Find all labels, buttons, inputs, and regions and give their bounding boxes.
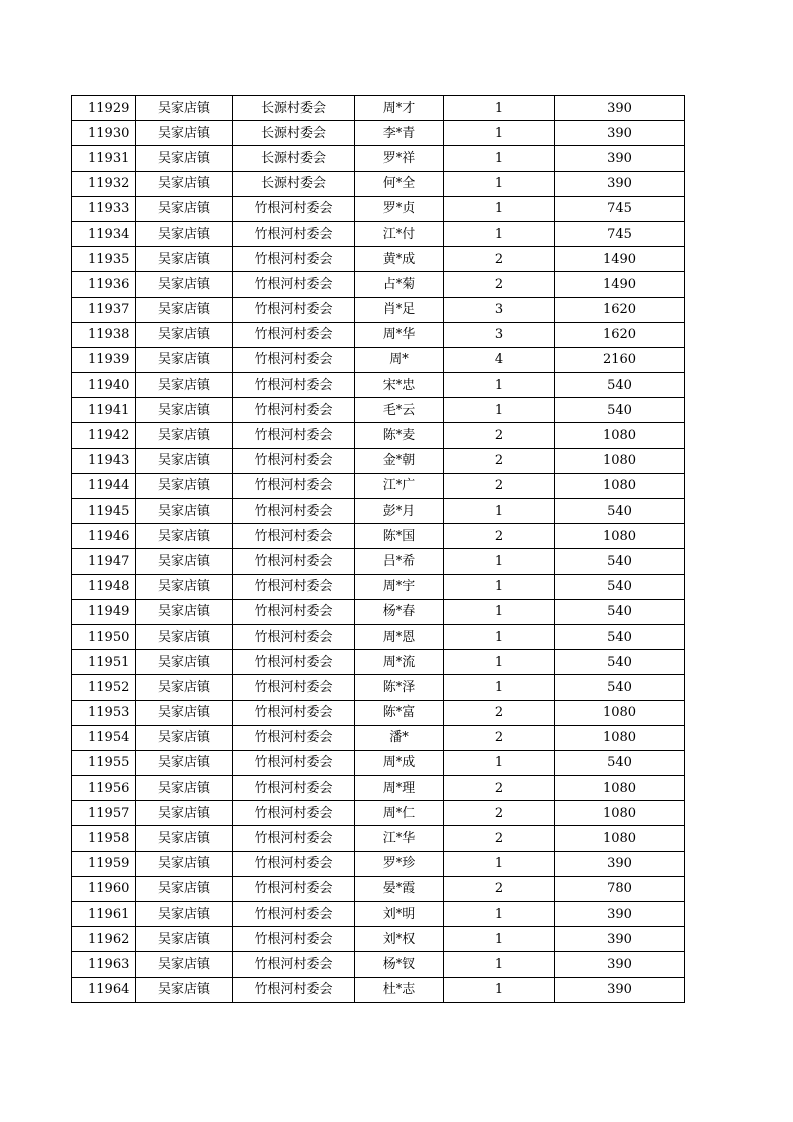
town-cell: 吴家店镇 xyxy=(136,297,233,322)
person-name-cell: 占*菊 xyxy=(355,272,444,297)
town-cell: 吴家店镇 xyxy=(136,121,233,146)
person-name-cell: 周*华 xyxy=(355,322,444,347)
village-committee-cell: 竹根河村委会 xyxy=(233,851,355,876)
household-size-cell: 2 xyxy=(444,247,555,272)
amount-cell: 2160 xyxy=(555,347,685,372)
record-id-cell: 11964 xyxy=(72,977,136,1002)
amount-cell: 780 xyxy=(555,876,685,901)
amount-cell: 1080 xyxy=(555,776,685,801)
person-name-cell: 杨*钗 xyxy=(355,952,444,977)
record-id-cell: 11962 xyxy=(72,927,136,952)
record-id-cell: 11959 xyxy=(72,851,136,876)
record-id-cell: 11960 xyxy=(72,876,136,901)
person-name-cell: 周*理 xyxy=(355,776,444,801)
amount-cell: 540 xyxy=(555,373,685,398)
amount-cell: 540 xyxy=(555,624,685,649)
record-id-cell: 11946 xyxy=(72,524,136,549)
amount-cell: 540 xyxy=(555,750,685,775)
household-size-cell: 1 xyxy=(444,952,555,977)
table-row xyxy=(72,272,685,297)
amount-cell: 1080 xyxy=(555,448,685,473)
household-size-cell: 1 xyxy=(444,851,555,876)
village-committee-cell: 竹根河村委会 xyxy=(233,700,355,725)
record-id-cell: 11950 xyxy=(72,624,136,649)
amount-cell: 1080 xyxy=(555,700,685,725)
household-size-cell: 1 xyxy=(444,499,555,524)
household-size-cell: 2 xyxy=(444,700,555,725)
village-committee-cell: 竹根河村委会 xyxy=(233,196,355,221)
record-id-cell: 11953 xyxy=(72,700,136,725)
table-row xyxy=(72,977,685,1002)
town-cell: 吴家店镇 xyxy=(136,373,233,398)
household-size-cell: 1 xyxy=(444,624,555,649)
amount-cell: 540 xyxy=(555,675,685,700)
person-name-cell: 金*朝 xyxy=(355,448,444,473)
amount-cell: 390 xyxy=(555,146,685,171)
record-id-cell: 11948 xyxy=(72,574,136,599)
table-row xyxy=(72,373,685,398)
village-committee-cell: 竹根河村委会 xyxy=(233,650,355,675)
household-size-cell: 1 xyxy=(444,599,555,624)
roster-table-body xyxy=(72,96,685,1003)
household-size-cell: 2 xyxy=(444,524,555,549)
town-cell: 吴家店镇 xyxy=(136,221,233,246)
town-cell: 吴家店镇 xyxy=(136,599,233,624)
village-committee-cell: 竹根河村委会 xyxy=(233,549,355,574)
town-cell: 吴家店镇 xyxy=(136,247,233,272)
household-size-cell: 1 xyxy=(444,549,555,574)
table-row xyxy=(72,675,685,700)
person-name-cell: 陈*富 xyxy=(355,700,444,725)
person-name-cell: 罗*珍 xyxy=(355,851,444,876)
village-committee-cell: 竹根河村委会 xyxy=(233,675,355,700)
person-name-cell: 李*青 xyxy=(355,121,444,146)
table-row xyxy=(72,851,685,876)
village-committee-cell: 竹根河村委会 xyxy=(233,448,355,473)
record-id-cell: 11936 xyxy=(72,272,136,297)
amount-cell: 540 xyxy=(555,574,685,599)
record-id-cell: 11952 xyxy=(72,675,136,700)
village-committee-cell: 长源村委会 xyxy=(233,96,355,121)
amount-cell: 1620 xyxy=(555,322,685,347)
person-name-cell: 周*成 xyxy=(355,750,444,775)
village-committee-cell: 竹根河村委会 xyxy=(233,398,355,423)
town-cell: 吴家店镇 xyxy=(136,524,233,549)
person-name-cell: 潘* xyxy=(355,725,444,750)
town-cell: 吴家店镇 xyxy=(136,196,233,221)
household-size-cell: 2 xyxy=(444,776,555,801)
household-size-cell: 3 xyxy=(444,322,555,347)
record-id-cell: 11931 xyxy=(72,146,136,171)
amount-cell: 1080 xyxy=(555,524,685,549)
record-id-cell: 11955 xyxy=(72,750,136,775)
household-size-cell: 2 xyxy=(444,876,555,901)
town-cell: 吴家店镇 xyxy=(136,423,233,448)
person-name-cell: 黄*成 xyxy=(355,247,444,272)
amount-cell: 1080 xyxy=(555,473,685,498)
person-name-cell: 彭*月 xyxy=(355,499,444,524)
person-name-cell: 罗*贞 xyxy=(355,196,444,221)
person-name-cell: 周*仁 xyxy=(355,801,444,826)
village-committee-cell: 竹根河村委会 xyxy=(233,927,355,952)
village-committee-cell: 长源村委会 xyxy=(233,146,355,171)
household-size-cell: 1 xyxy=(444,171,555,196)
amount-cell: 540 xyxy=(555,398,685,423)
town-cell: 吴家店镇 xyxy=(136,700,233,725)
village-committee-cell: 竹根河村委会 xyxy=(233,524,355,549)
amount-cell: 745 xyxy=(555,196,685,221)
household-size-cell: 1 xyxy=(444,902,555,927)
table-row xyxy=(72,146,685,171)
record-id-cell: 11944 xyxy=(72,473,136,498)
table-row xyxy=(72,826,685,851)
household-size-cell: 1 xyxy=(444,121,555,146)
household-size-cell: 4 xyxy=(444,347,555,372)
household-size-cell: 2 xyxy=(444,272,555,297)
village-committee-cell: 竹根河村委会 xyxy=(233,725,355,750)
table-row xyxy=(72,322,685,347)
town-cell: 吴家店镇 xyxy=(136,171,233,196)
household-size-cell: 1 xyxy=(444,927,555,952)
town-cell: 吴家店镇 xyxy=(136,398,233,423)
person-name-cell: 周*恩 xyxy=(355,624,444,649)
village-committee-cell: 竹根河村委会 xyxy=(233,423,355,448)
amount-cell: 540 xyxy=(555,599,685,624)
table-row xyxy=(72,171,685,196)
table-row xyxy=(72,196,685,221)
town-cell: 吴家店镇 xyxy=(136,650,233,675)
record-id-cell: 11961 xyxy=(72,902,136,927)
amount-cell: 390 xyxy=(555,927,685,952)
table-row xyxy=(72,448,685,473)
record-id-cell: 11951 xyxy=(72,650,136,675)
amount-cell: 540 xyxy=(555,499,685,524)
town-cell: 吴家店镇 xyxy=(136,927,233,952)
household-size-cell: 3 xyxy=(444,297,555,322)
person-name-cell: 宋*忠 xyxy=(355,373,444,398)
town-cell: 吴家店镇 xyxy=(136,675,233,700)
amount-cell: 540 xyxy=(555,650,685,675)
record-id-cell: 11934 xyxy=(72,221,136,246)
person-name-cell: 杨*春 xyxy=(355,599,444,624)
amount-cell: 390 xyxy=(555,96,685,121)
person-name-cell: 周*才 xyxy=(355,96,444,121)
town-cell: 吴家店镇 xyxy=(136,272,233,297)
village-committee-cell: 竹根河村委会 xyxy=(233,977,355,1002)
town-cell: 吴家店镇 xyxy=(136,952,233,977)
town-cell: 吴家店镇 xyxy=(136,725,233,750)
record-id-cell: 11932 xyxy=(72,171,136,196)
village-committee-cell: 竹根河村委会 xyxy=(233,750,355,775)
table-row xyxy=(72,776,685,801)
record-id-cell: 11933 xyxy=(72,196,136,221)
household-size-cell: 2 xyxy=(444,801,555,826)
table-row xyxy=(72,221,685,246)
record-id-cell: 11929 xyxy=(72,96,136,121)
village-committee-cell: 竹根河村委会 xyxy=(233,776,355,801)
record-id-cell: 11937 xyxy=(72,297,136,322)
person-name-cell: 周* xyxy=(355,347,444,372)
town-cell: 吴家店镇 xyxy=(136,977,233,1002)
amount-cell: 1490 xyxy=(555,272,685,297)
roster-table xyxy=(71,95,685,1003)
household-size-cell: 1 xyxy=(444,146,555,171)
record-id-cell: 11949 xyxy=(72,599,136,624)
amount-cell: 1490 xyxy=(555,247,685,272)
amount-cell: 390 xyxy=(555,977,685,1002)
amount-cell: 1080 xyxy=(555,423,685,448)
town-cell: 吴家店镇 xyxy=(136,448,233,473)
amount-cell: 390 xyxy=(555,902,685,927)
person-name-cell: 陈*国 xyxy=(355,524,444,549)
table-row xyxy=(72,398,685,423)
household-size-cell: 1 xyxy=(444,750,555,775)
village-committee-cell: 长源村委会 xyxy=(233,171,355,196)
table-row xyxy=(72,524,685,549)
household-size-cell: 1 xyxy=(444,96,555,121)
person-name-cell: 江*付 xyxy=(355,221,444,246)
person-name-cell: 毛*云 xyxy=(355,398,444,423)
town-cell: 吴家店镇 xyxy=(136,96,233,121)
village-committee-cell: 竹根河村委会 xyxy=(233,599,355,624)
table-row xyxy=(72,650,685,675)
town-cell: 吴家店镇 xyxy=(136,826,233,851)
record-id-cell: 11939 xyxy=(72,347,136,372)
record-id-cell: 11942 xyxy=(72,423,136,448)
table-row xyxy=(72,96,685,121)
village-committee-cell: 竹根河村委会 xyxy=(233,322,355,347)
household-size-cell: 2 xyxy=(444,473,555,498)
table-row xyxy=(72,574,685,599)
person-name-cell: 周*宇 xyxy=(355,574,444,599)
person-name-cell: 杜*志 xyxy=(355,977,444,1002)
village-committee-cell: 竹根河村委会 xyxy=(233,499,355,524)
amount-cell: 1080 xyxy=(555,725,685,750)
village-committee-cell: 竹根河村委会 xyxy=(233,297,355,322)
village-committee-cell: 竹根河村委会 xyxy=(233,247,355,272)
household-size-cell: 1 xyxy=(444,373,555,398)
record-id-cell: 11940 xyxy=(72,373,136,398)
household-size-cell: 1 xyxy=(444,675,555,700)
table-row xyxy=(72,750,685,775)
town-cell: 吴家店镇 xyxy=(136,876,233,901)
record-id-cell: 11945 xyxy=(72,499,136,524)
table-row xyxy=(72,624,685,649)
table-row xyxy=(72,725,685,750)
household-size-cell: 1 xyxy=(444,650,555,675)
village-committee-cell: 竹根河村委会 xyxy=(233,473,355,498)
town-cell: 吴家店镇 xyxy=(136,776,233,801)
household-size-cell: 1 xyxy=(444,221,555,246)
household-size-cell: 2 xyxy=(444,826,555,851)
amount-cell: 1080 xyxy=(555,801,685,826)
person-name-cell: 江*广 xyxy=(355,473,444,498)
village-committee-cell: 竹根河村委会 xyxy=(233,574,355,599)
person-name-cell: 肖*足 xyxy=(355,297,444,322)
village-committee-cell: 竹根河村委会 xyxy=(233,826,355,851)
person-name-cell: 陈*麦 xyxy=(355,423,444,448)
person-name-cell: 周*流 xyxy=(355,650,444,675)
table-row xyxy=(72,121,685,146)
village-committee-cell: 竹根河村委会 xyxy=(233,624,355,649)
amount-cell: 390 xyxy=(555,952,685,977)
table-row xyxy=(72,801,685,826)
household-size-cell: 1 xyxy=(444,398,555,423)
town-cell: 吴家店镇 xyxy=(136,801,233,826)
amount-cell: 540 xyxy=(555,549,685,574)
table-row xyxy=(72,247,685,272)
town-cell: 吴家店镇 xyxy=(136,851,233,876)
amount-cell: 390 xyxy=(555,171,685,196)
town-cell: 吴家店镇 xyxy=(136,146,233,171)
table-row xyxy=(72,297,685,322)
record-id-cell: 11938 xyxy=(72,322,136,347)
record-id-cell: 11930 xyxy=(72,121,136,146)
person-name-cell: 晏*霞 xyxy=(355,876,444,901)
record-id-cell: 11943 xyxy=(72,448,136,473)
amount-cell: 390 xyxy=(555,121,685,146)
household-size-cell: 2 xyxy=(444,725,555,750)
person-name-cell: 刘*明 xyxy=(355,902,444,927)
record-id-cell: 11963 xyxy=(72,952,136,977)
amount-cell: 1620 xyxy=(555,297,685,322)
amount-cell: 390 xyxy=(555,851,685,876)
town-cell: 吴家店镇 xyxy=(136,549,233,574)
town-cell: 吴家店镇 xyxy=(136,750,233,775)
household-size-cell: 1 xyxy=(444,574,555,599)
record-id-cell: 11947 xyxy=(72,549,136,574)
table-row xyxy=(72,876,685,901)
table-row xyxy=(72,473,685,498)
amount-cell: 745 xyxy=(555,221,685,246)
table-row xyxy=(72,423,685,448)
person-name-cell: 何*全 xyxy=(355,171,444,196)
amount-cell: 1080 xyxy=(555,826,685,851)
town-cell: 吴家店镇 xyxy=(136,322,233,347)
record-id-cell: 11935 xyxy=(72,247,136,272)
village-committee-cell: 竹根河村委会 xyxy=(233,952,355,977)
record-id-cell: 11957 xyxy=(72,801,136,826)
household-size-cell: 2 xyxy=(444,423,555,448)
person-name-cell: 罗*祥 xyxy=(355,146,444,171)
record-id-cell: 11958 xyxy=(72,826,136,851)
town-cell: 吴家店镇 xyxy=(136,347,233,372)
household-size-cell: 1 xyxy=(444,977,555,1002)
village-committee-cell: 竹根河村委会 xyxy=(233,347,355,372)
village-committee-cell: 竹根河村委会 xyxy=(233,902,355,927)
record-id-cell: 11941 xyxy=(72,398,136,423)
village-committee-cell: 长源村委会 xyxy=(233,121,355,146)
person-name-cell: 江*华 xyxy=(355,826,444,851)
village-committee-cell: 竹根河村委会 xyxy=(233,221,355,246)
town-cell: 吴家店镇 xyxy=(136,574,233,599)
town-cell: 吴家店镇 xyxy=(136,902,233,927)
table-row xyxy=(72,549,685,574)
table-row xyxy=(72,927,685,952)
table-row xyxy=(72,700,685,725)
table-row xyxy=(72,952,685,977)
table-row xyxy=(72,599,685,624)
record-id-cell: 11954 xyxy=(72,725,136,750)
village-committee-cell: 竹根河村委会 xyxy=(233,801,355,826)
village-committee-cell: 竹根河村委会 xyxy=(233,373,355,398)
person-name-cell: 陈*泽 xyxy=(355,675,444,700)
person-name-cell: 刘*权 xyxy=(355,927,444,952)
household-size-cell: 2 xyxy=(444,448,555,473)
table-row xyxy=(72,499,685,524)
household-size-cell: 1 xyxy=(444,196,555,221)
town-cell: 吴家店镇 xyxy=(136,473,233,498)
town-cell: 吴家店镇 xyxy=(136,499,233,524)
town-cell: 吴家店镇 xyxy=(136,624,233,649)
village-committee-cell: 竹根河村委会 xyxy=(233,876,355,901)
table-row xyxy=(72,902,685,927)
table-row xyxy=(72,347,685,372)
record-id-cell: 11956 xyxy=(72,776,136,801)
person-name-cell: 吕*希 xyxy=(355,549,444,574)
village-committee-cell: 竹根河村委会 xyxy=(233,272,355,297)
